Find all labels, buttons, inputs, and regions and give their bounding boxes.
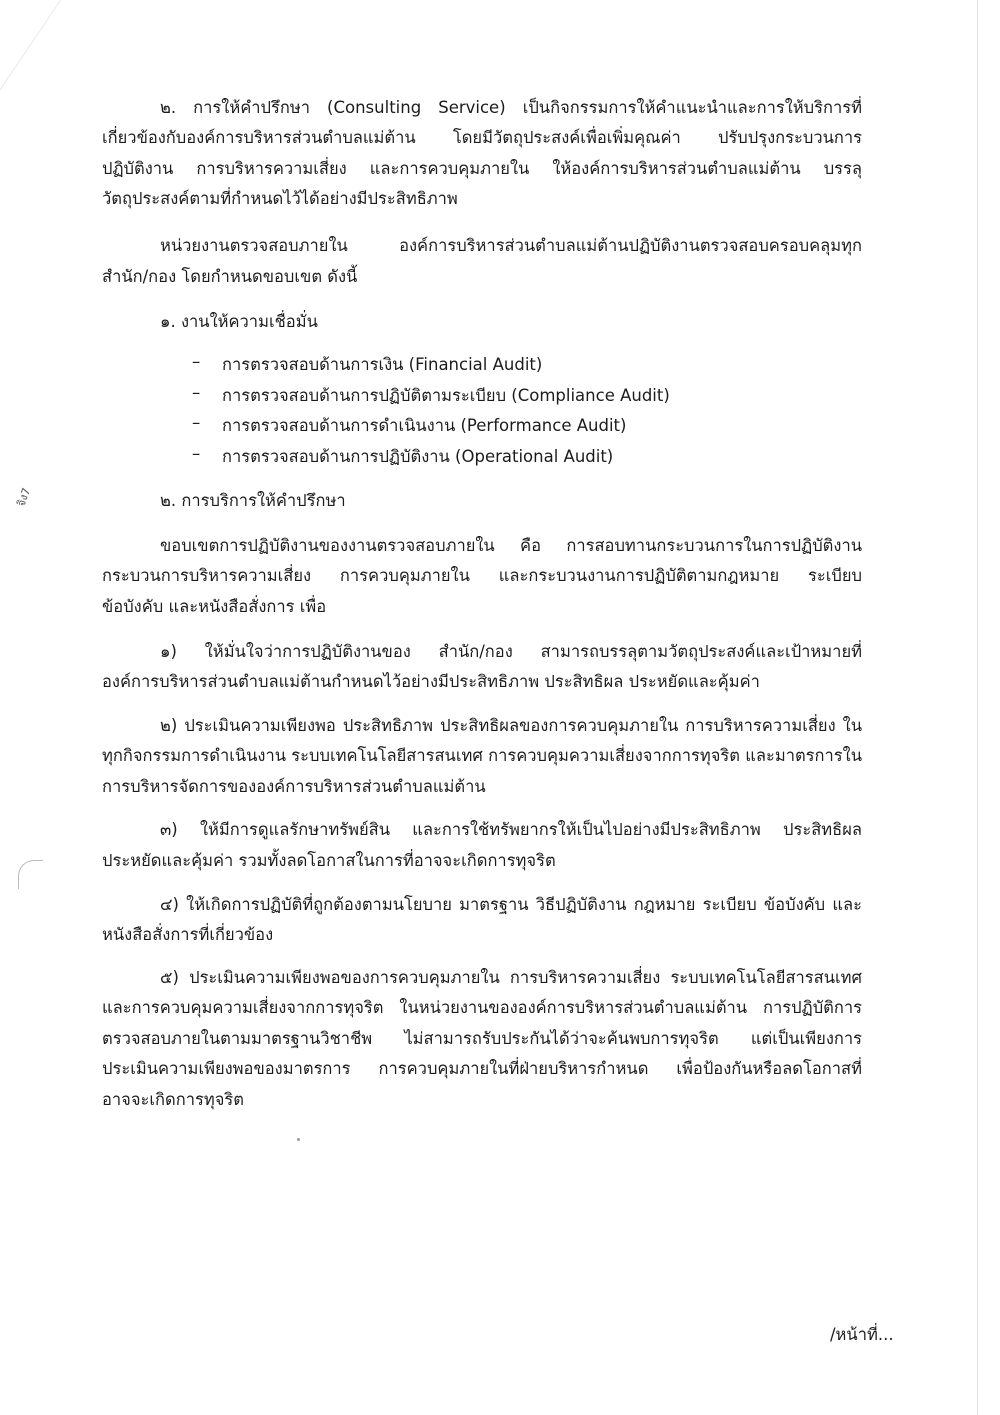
scan-speck <box>297 1138 300 1141</box>
margin-handwriting: จิง7 <box>14 486 34 509</box>
paragraph-line: ประเมินความเพียงพอของมาตรการ การควบคุมภายในที่ฝ่ายบริหารกำหนด เพื่อป้องกันหรือลดโอกาสที่ <box>102 1059 862 1078</box>
list-item-text: การตรวจสอบด้านการเงิน (Financial Audit) <box>222 355 543 374</box>
dash-bullet: – <box>192 444 201 463</box>
section-heading: ๒. การบริการให้คำปรึกษา <box>160 491 346 510</box>
scan-edge <box>977 0 978 1415</box>
paragraph-line: องค์การบริหารส่วนตำบลแม่ต้านกำหนดไว้อย่างมีประสิทธิภาพ ประสิทธิผล ประหยัดและคุ้มค่า <box>102 672 760 691</box>
scan-artifact <box>0 0 61 125</box>
dash-bullet: – <box>192 383 201 402</box>
paragraph-line: และการควบคุมความเสี่ยงจากการทุจริต ในหน่วยงานขององค์การบริหารส่วนตำบลแม่ต้าน การปฏิบัติการ <box>102 998 862 1017</box>
paragraph-line: ๕) ประเมินความเพียงพอของการควบคุมภายใน การบริหารความเสี่ยง ระบบเทคโนโลยีสารสนเทศ <box>160 968 862 987</box>
paragraph-line: กระบวนการบริหารความเสี่ยง การควบคุมภายใน และกระบวนงานการปฏิบัติตามกฎหมาย ระเบียบ <box>102 566 862 585</box>
punch-hole-mark <box>18 860 43 889</box>
paragraph-line: หน่วยงานตรวจสอบภายใน องค์การบริหารส่วนตำบลแม่ต้านปฏิบัติงานตรวจสอบครอบคลุมทุก <box>160 236 862 255</box>
paragraph-line: การบริหารจัดการขององค์การบริหารส่วนตำบลแม่ต้าน <box>102 777 486 796</box>
list-item-text: การตรวจสอบด้านการปฏิบัติงาน (Operational Audit) <box>222 447 614 466</box>
paragraph-line: วัตถุประสงค์ตามที่กำหนดไว้ได้อย่างมีประสิทธิภาพ <box>102 189 458 208</box>
paragraph-line: ๑) ให้มั่นใจว่าการปฏิบัติงานของ สำนัก/กอง สามารถบรรลุตามวัตถุประสงค์และเป้าหมายที่ <box>160 642 862 661</box>
list-item-text: การตรวจสอบด้านการปฏิบัติตามระเบียบ (Compliance Audit) <box>222 386 670 405</box>
list-item-text: การตรวจสอบด้านการดำเนินงาน (Performance Audit) <box>222 416 627 435</box>
paragraph-line: อาจจะเกิดการทุจริต <box>102 1090 244 1109</box>
paragraph-line: หนังสือสั่งการที่เกี่ยวข้อง <box>102 925 274 944</box>
paragraph-line: ตรวจสอบภายในตามมาตรฐานวิชาชีพ ไม่สามารถรับประกันได้ว่าจะค้นพบการทุจริต แต่เป็นเพียงการ <box>102 1029 862 1048</box>
paragraph-line: สำนัก/กอง โดยกำหนดขอบเขต ดังนี้ <box>102 267 358 286</box>
paragraph-line: ขอบเขตการปฏิบัติงานของงานตรวจสอบภายใน คือ การสอบทานกระบวนการในการปฏิบัติงาน <box>160 536 862 555</box>
page-continuation: /หน้าที่... <box>830 1325 894 1344</box>
paragraph-line: ๒) ประเมินความเพียงพอ ประสิทธิภาพ ประสิทธิผลของการควบคุมภายใน การบริหารความเสี่ยง ใน <box>160 716 862 735</box>
paragraph-line: ๓) ให้มีการดูแลรักษาทรัพย์สิน และการใช้ทรัพยากรให้เป็นไปอย่างมีประสิทธิภาพ ประสิทธิผล <box>160 820 862 839</box>
paragraph-line: ๔) ให้เกิดการปฏิบัติที่ถูกต้องตามนโยบาย มาตรฐาน วิธีปฏิบัติงาน กฎหมาย ระเบียบ ข้อบังคับ และ <box>160 895 862 914</box>
paragraph-line: ทุกกิจกรรมการดำเนินงาน ระบบเทคโนโลยีสารสนเทศ การควบคุมความเสี่ยงจากการทุจริต และมาตรการใน <box>102 746 862 765</box>
paragraph-line: ข้อบังคับ และหนังสือสั่งการ เพื่อ <box>102 597 327 616</box>
section-heading: ๑. งานให้ความเชื่อมั่น <box>160 312 318 331</box>
paragraph-line: เกี่ยวข้องกับองค์การบริหารส่วนตำบลแม่ต้าน โดยมีวัตถุประสงค์เพื่อเพิ่มคุณค่า ปรับปรุงกระบวนการ <box>102 128 862 147</box>
dash-bullet: – <box>192 352 201 371</box>
paragraph-line: ๒. การให้คำปรึกษา (Consulting Service) เป็นกิจกรรมการให้คำแนะนำและการให้บริการที่ <box>160 98 862 117</box>
dash-bullet: – <box>192 413 201 432</box>
paragraph-line: ปฏิบัติงาน การบริหารความเสี่ยง และการควบคุมภายใน ให้องค์การบริหารส่วนตำบลแม่ต้าน บรรลุ <box>102 159 862 178</box>
paragraph-line: ประหยัดและคุ้มค่า รวมทั้งลดโอกาสในการที่อาจจะเกิดการทุจริต <box>102 851 556 870</box>
